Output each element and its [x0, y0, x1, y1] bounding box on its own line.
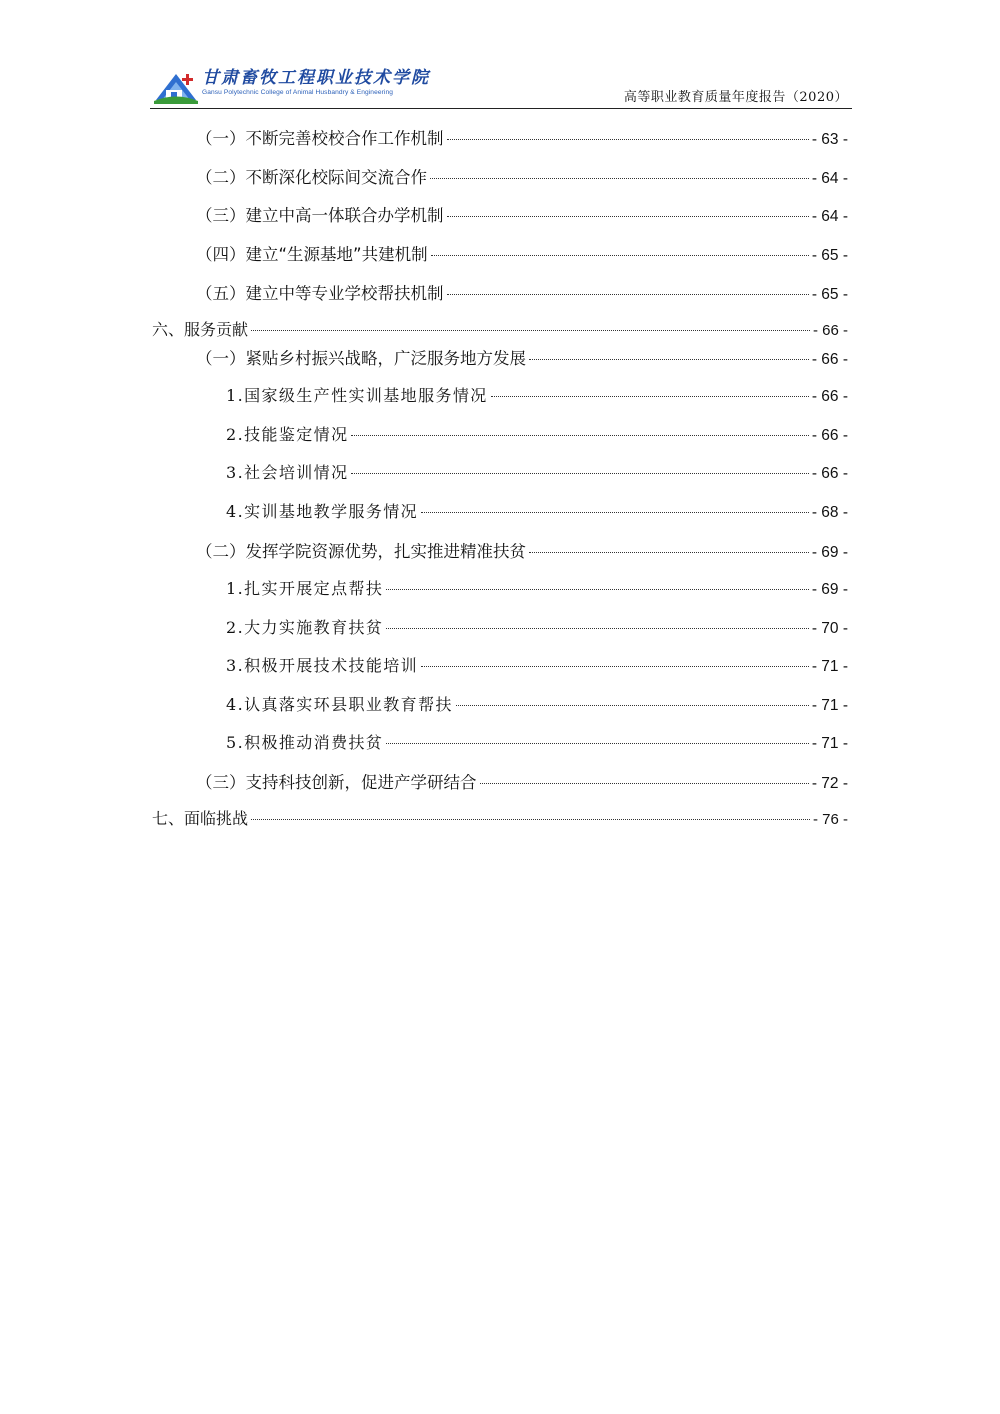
toc-entry[interactable]	[226, 383, 848, 409]
toc-entry[interactable]	[196, 538, 848, 564]
toc-entry[interactable]	[152, 317, 848, 341]
toc-entry-page: - 66 -	[811, 427, 848, 444]
toc-entry[interactable]	[226, 653, 848, 679]
toc-leader	[480, 783, 809, 784]
toc-entry[interactable]	[196, 164, 848, 190]
toc-entry-page: - 65 -	[811, 286, 848, 303]
toc-entry[interactable]	[196, 280, 848, 306]
toc-entry-label: 2.大力实施教育扶贫	[226, 618, 384, 637]
page-header	[150, 66, 852, 109]
toc-leader	[456, 705, 809, 706]
toc-leader	[447, 216, 809, 217]
toc-leader	[351, 435, 808, 436]
toc-entry-label: 2.技能鉴定情况	[226, 425, 349, 444]
toc-entry-label: 3.积极开展技术技能培训	[226, 656, 419, 675]
toc-entry-label: 七、面临挑战	[152, 809, 249, 828]
toc-leader	[447, 139, 809, 140]
toc-leader	[251, 330, 810, 331]
toc-entry-page: - 69 -	[811, 544, 848, 561]
toc-entry-page: - 66 -	[811, 351, 848, 368]
toc-entry-page: - 63 -	[811, 131, 848, 148]
toc-leader	[447, 294, 809, 295]
toc-leader	[491, 396, 809, 397]
toc-entry[interactable]	[226, 422, 848, 448]
toc-entry-page: - 66 -	[811, 465, 848, 482]
toc-entry-page: - 71 -	[811, 697, 848, 714]
toc-entry-label: （二）发挥学院资源优势，扎实推进精准扶贫	[196, 542, 526, 561]
toc-entry-label: 1.扎实开展定点帮扶	[226, 579, 384, 598]
toc-entry[interactable]	[196, 345, 848, 371]
toc-leader	[529, 359, 809, 360]
toc-entry-label: 1.国家级生产性实训基地服务情况	[226, 386, 488, 405]
toc-leader	[421, 512, 809, 513]
toc-leader	[386, 628, 809, 629]
toc-entry-page: - 65 -	[811, 247, 848, 264]
toc-entry-label: （三）建立中高一体联合办学机制	[196, 206, 444, 225]
report-title: 高等职业教育质量年度报告（2020）	[623, 90, 848, 105]
toc-entry-label: 5.积极推动消费扶贫	[226, 733, 384, 752]
toc-leader	[529, 552, 809, 553]
toc-leader	[386, 743, 809, 744]
toc-entry-page: - 72 -	[811, 775, 848, 792]
toc-entry[interactable]	[226, 692, 848, 718]
institution-name-en: Gansu Polytechnic College of Animal Husbandry & Engineering	[202, 89, 393, 96]
toc-entry[interactable]	[226, 730, 848, 756]
toc-entry[interactable]	[196, 241, 848, 267]
toc-entry[interactable]	[226, 499, 848, 525]
toc-leader	[421, 666, 809, 667]
toc-entry-label: 4.认真落实环县职业教育帮扶	[226, 695, 453, 714]
toc-leader	[251, 819, 810, 820]
toc-entry[interactable]	[226, 460, 848, 486]
toc-entry-label: 六、服务贡献	[152, 320, 249, 339]
toc-entry-label: 4.实训基地教学服务情况	[226, 502, 419, 521]
toc-entry-page: - 66 -	[812, 322, 848, 339]
toc-entry-label: （二）不断深化校际间交流合作	[196, 168, 427, 187]
toc-entry[interactable]	[196, 125, 848, 151]
toc-entry-label: （四）建立“生源基地”共建机制	[196, 245, 428, 264]
institution-name-cn: 甘肃畜牧工程职业技术学院	[202, 68, 430, 88]
toc-entry[interactable]	[196, 202, 848, 228]
toc-entry-label: （一）不断完善校校合作工作机制	[196, 129, 444, 148]
toc-entry-page: - 71 -	[811, 658, 848, 675]
college-logo-icon	[152, 70, 200, 104]
toc-entry-label: （五）建立中等专业学校帮扶机制	[196, 284, 444, 303]
toc-entry-page: - 69 -	[811, 581, 848, 598]
toc-entry[interactable]	[226, 615, 848, 641]
toc-leader	[430, 178, 809, 179]
toc-leader	[351, 473, 808, 474]
toc-entry[interactable]	[226, 576, 848, 602]
logo-text	[202, 68, 472, 98]
toc-leader	[431, 255, 809, 256]
toc-entry-page: - 64 -	[811, 208, 848, 225]
toc-entry-label: 3.社会培训情况	[226, 463, 349, 482]
toc-leader	[386, 589, 809, 590]
toc-entry-label: （三）支持科技创新，促进产学研结合	[196, 773, 477, 792]
toc-entry-page: - 76 -	[812, 811, 848, 828]
toc-entry-page: - 70 -	[811, 620, 848, 637]
toc-entry-page: - 64 -	[811, 170, 848, 187]
toc-entry-label: （一）紧贴乡村振兴战略，广泛服务地方发展	[196, 349, 526, 368]
toc-entry[interactable]	[196, 769, 848, 795]
toc-entry-page: - 66 -	[811, 388, 848, 405]
toc-entry-page: - 68 -	[811, 504, 848, 521]
toc-entry[interactable]	[152, 806, 848, 830]
toc-entry-page: - 71 -	[811, 735, 848, 752]
